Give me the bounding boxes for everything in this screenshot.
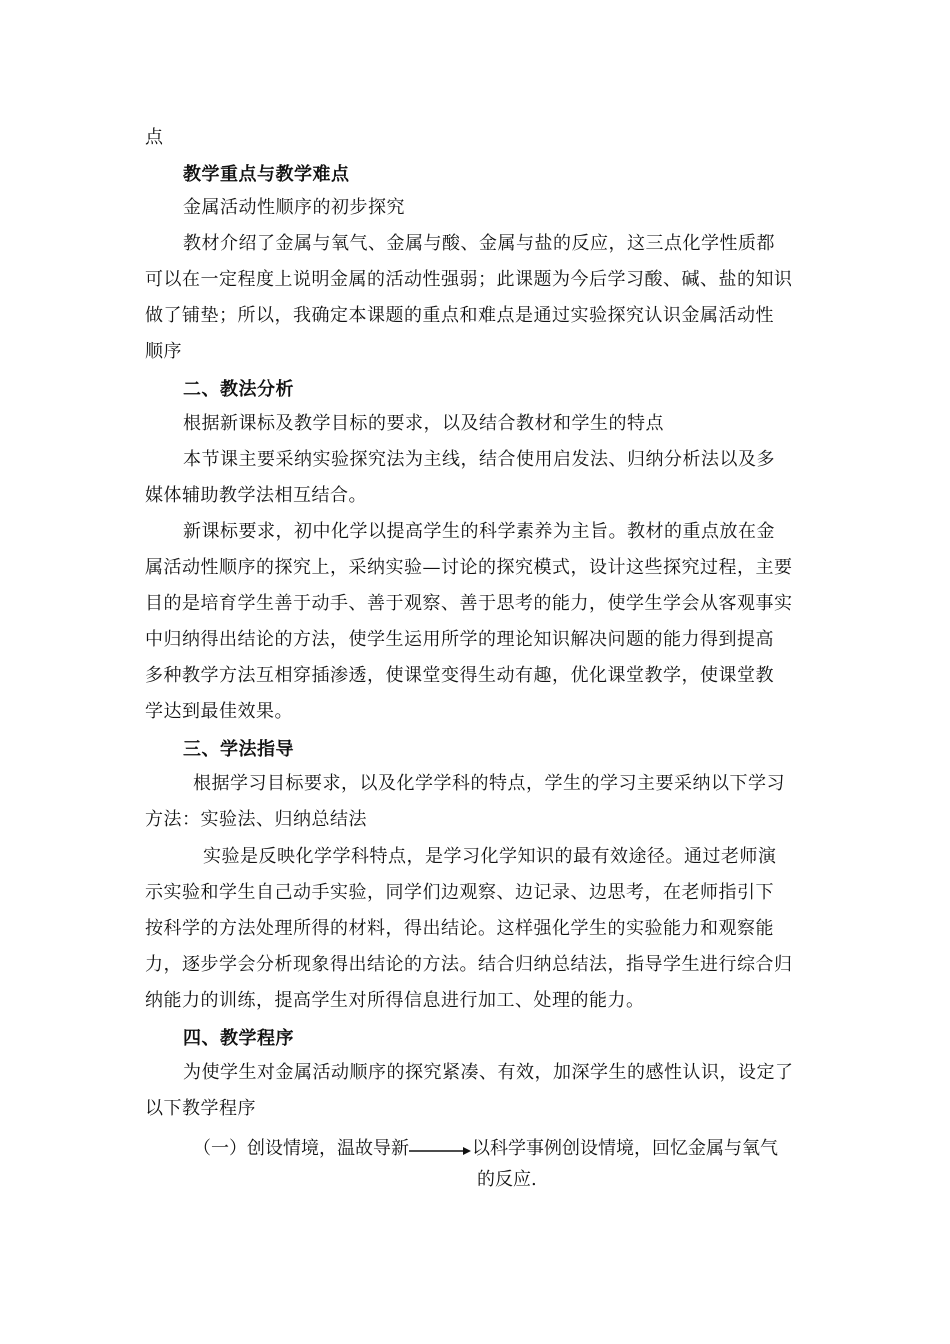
text-line: 纳能力的训练，提高学生对所得信息进行加工、处理的能力。: [145, 990, 645, 1011]
text-line: 根据学习目标要求，以及化学学科的特点，学生的学习主要采纳以下学习: [193, 773, 785, 794]
section-heading: 三、学法指导: [183, 739, 294, 760]
text-line: 力，逐步学会分析现象得出结论的方法。结合归纳总结法，指导学生进行综合归: [145, 954, 793, 975]
text-line: 为使学生对金属活动顺序的探究紧凑、有效，加深学生的感性认识，设定了: [183, 1062, 794, 1083]
text-line: 根据新课标及教学目标的要求，以及结合教材和学生的特点: [183, 413, 664, 434]
text-line: 教材介绍了金属与氧气、金属与酸、金属与盐的反应，这三点化学性质都: [183, 233, 775, 254]
text-line: 方法：实验法、归纳总结法: [145, 809, 367, 830]
text-line: 金属活动性顺序的初步探究: [183, 197, 405, 218]
procedure-step-label: （一）创设情境，温故导新: [193, 1138, 409, 1159]
text-line: 做了铺垫；所以，我确定本课题的重点和难点是通过实验探究认识金属活动性: [145, 305, 774, 326]
procedure-step-desc: 以科学事例创设情境，回忆金属与氧气: [472, 1138, 778, 1159]
procedure-step: [193, 1135, 778, 1163]
text-line: 目的是培育学生善于动手、善于观察、善于思考的能力，使学生学会从客观事实: [145, 593, 793, 614]
section-heading: 二、教法分析: [183, 379, 294, 400]
procedure-step-desc-cont: 的反应.: [477, 1169, 537, 1190]
text-line: 实验是反映化学学科特点，是学习化学知识的最有效途径。通过老师演: [203, 846, 777, 867]
text-line: 示实验和学生自己动手实验，同学们边观察、边记录、边思考，在老师指引下: [145, 882, 774, 903]
text-line: 多种教学方法互相穿插渗透，使课堂变得生动有趣，优化课堂教学，使课堂教: [145, 665, 774, 686]
text-line: 顺序: [145, 341, 182, 362]
section-heading: 四、教学程序: [183, 1028, 294, 1049]
text-line: 中归纳得出结论的方法，使学生运用所学的理论知识解决问题的能力得到提高: [145, 629, 774, 650]
text-line: 属活动性顺序的探究上，采纳实验—讨论的探究模式，设计这些探究过程，主要: [145, 557, 793, 578]
section-heading: 教学重点与教学难点: [183, 164, 350, 185]
arrow-right-icon: [409, 1139, 471, 1159]
text-line: 学达到最佳效果。: [145, 701, 293, 722]
text-line: 按科学的方法处理所得的材料，得出结论。这样强化学生的实验能力和观察能: [145, 918, 774, 939]
text-line: 本节课主要采纳实验探究法为主线，结合使用启发法、归纳分析法以及多: [183, 449, 775, 470]
text-line: 点: [145, 127, 164, 148]
text-line: 新课标要求，初中化学以提高学生的科学素养为主旨。教材的重点放在金: [183, 521, 775, 542]
text-line: 媒体辅助教学法相互结合。: [145, 485, 367, 506]
text-line: 可以在一定程度上说明金属的活动性强弱；此课题为今后学习酸、碱、盐的知识: [145, 269, 793, 290]
text-line: 以下教学程序: [145, 1098, 256, 1119]
